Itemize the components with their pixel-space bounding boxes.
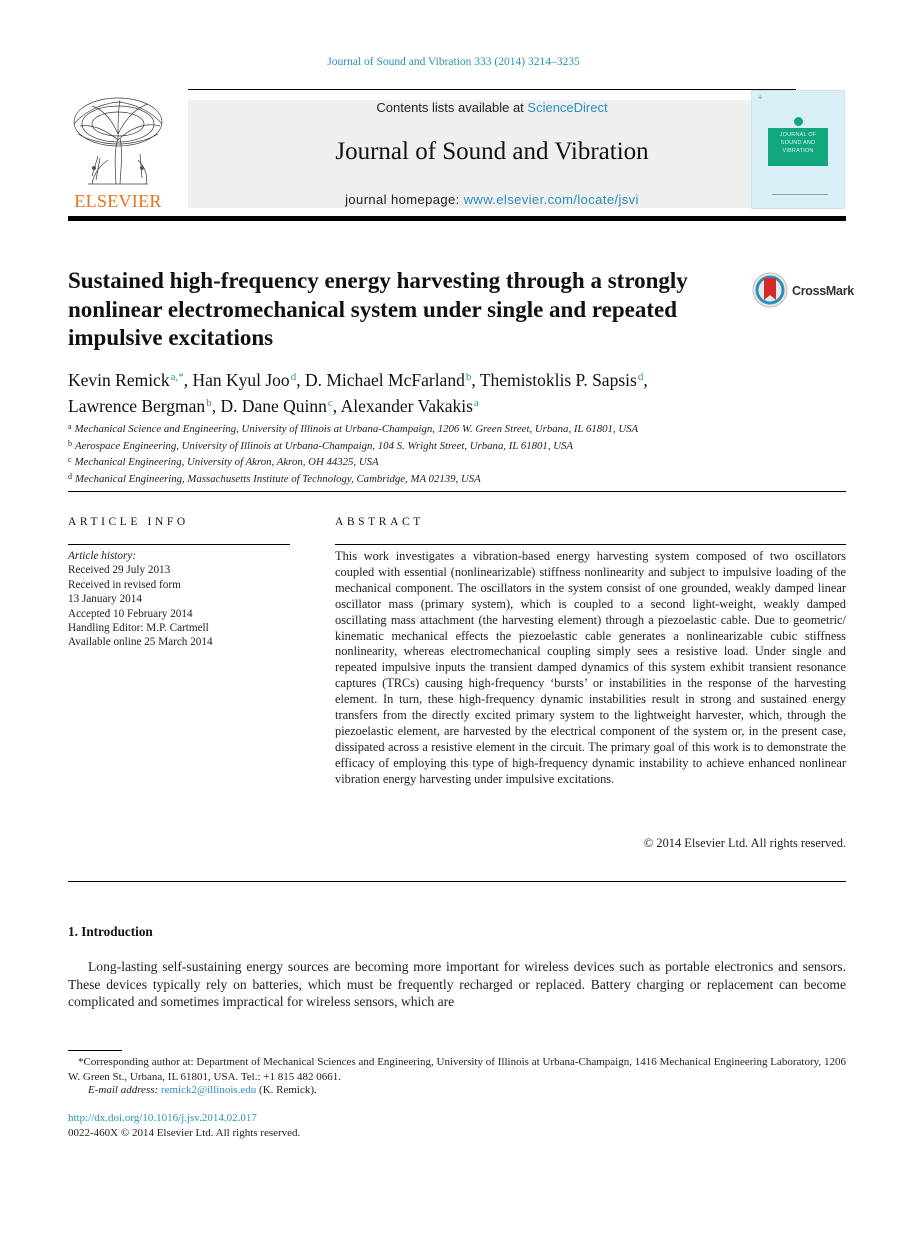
author-separator: , [296,370,305,390]
history-item: Received in revised form [68,578,181,591]
article-info-rule [68,544,290,545]
affiliation-item [68,470,848,487]
history-item: Received 29 July 2013 [68,564,171,577]
contents-line [188,100,796,115]
homepage-link[interactable]: www.elsevier.com/locate/jsvi [463,192,639,207]
affiliation-key: c [68,455,72,465]
elsevier-tree-icon [68,94,168,190]
journal-banner [188,100,796,208]
author-separator: , [332,396,341,416]
author-separator: , [471,370,480,390]
homepage-prefix: journal homepage: [345,192,464,207]
history-title: Article history: [68,550,137,562]
author-list [68,366,848,418]
author-separator: , [643,370,648,390]
author-name[interactable]: Themistoklis P. Sapsis [479,370,637,390]
affiliation-text: Mechanical Engineering, Massachusetts Institute of Technology, Cambridge, MA 02139, USA [75,472,481,485]
abstract-copyright: © 2014 Elsevier Ltd. All rights reserved. [643,836,846,850]
cover-footer-rule [772,194,828,200]
abstract-rule [335,544,846,545]
affiliation-key: d [68,471,72,481]
affiliation-item [68,437,848,454]
email-label: E-mail address: [88,1084,161,1096]
introduction-heading: 1. Introduction [68,924,153,939]
author-affil-marker[interactable]: b [206,397,212,409]
affiliation-list [68,420,848,486]
corresponding-author-footnote [68,1055,846,1084]
running-head[interactable]: Journal of Sound and Vibration 333 (2014) 3214–3235 [327,56,580,68]
homepage-line [188,192,796,207]
crossmark-icon [752,272,788,308]
sciencedirect-link[interactable]: ScienceDirect [527,100,608,115]
author-separator: , [211,396,221,416]
issn-line: 0022-460X © 2014 Elsevier Ltd. All rights reserved. [68,1127,301,1139]
author-name[interactable]: Lawrence Bergman [68,396,206,416]
affiliation-item [68,453,848,470]
article-info-heading: ARTICLE INFO [68,516,189,528]
elsevier-wordmark: ELSEVIER [74,191,162,211]
article-title: Sustained high-frequency energy harvesting through a strongly nonlinear electromechanical system under single and repeated impulsive excitations [68,268,688,350]
author-affil-marker[interactable]: c [327,397,333,409]
doi-link[interactable]: http://dx.doi.org/10.1016/j.jsv.2014.02.017 [68,1112,257,1124]
author-separator: , [183,370,193,390]
author-affil-marker[interactable]: a [473,397,479,409]
cover-title-line: VIBRATION [782,148,814,154]
email-suffix: (K. Remick). [256,1084,317,1096]
masthead [68,86,846,212]
introduction-text: Long-lasting self-sustaining energy sources are becoming more important for wireless devices such as portable electronics and sensors. These devices typically rely on batteries, which must be frequently recharged or replaced. Battery charging or replacement can become complicated and sometimes impractical for wireless sensors, which are [68,959,846,1010]
author-affil-marker[interactable]: b [465,371,472,383]
abstract-text: This work investigates a vibration-based energy harvesting system composed of two oscillators coupled with essential (nonlinearizable) stiffness nonlinearity and subject to impulsive loading of the mechanical component. The oscillators in the system consist of one grounded, weakly damped linear oscillator mass (primary system), which is coupled to a second light-weight, weakly damped oscillating mass attachment (the harvesting element) through a piezoelastic cable. Due to geometric/ kinematic mechanical effects the piezoelastic cable generates a nonlinearizable cubic stiffness nonlinearity, whereas electromechanical coupling simply sees a resistive load. Under single and repeated impulsive inputs the transient damped dynamics of this system exhibit transient resonance captures (TRCs) causing high-frequency ‘bursts’ or instabilities in the response of the harvesting element. In turn, these high-frequency dynamic instabilities result in strong and sustained energy transfers from the directly excited primary system to the lightweight harvester, which, through the piezoelastic element, are harvested by the electrical component of the system or, in the present case, dissipated across a resistive element in the circuit. The primary goal of this work is to demonstrate the efficacy of employing this type of high-frequency dynamic instability to achieve enhanced nonlinear vibration energy harvesting under impulsive excitations. [335,549,846,786]
cover-dot-icon [794,117,803,126]
history-item: Available online 25 March 2014 [68,636,213,649]
masthead-top-rule [188,89,796,90]
affiliation-key: b [68,438,72,448]
masthead-thick-rule [68,216,846,221]
affiliation-text: Aerospace Engineering, University of Illinois at Urbana-Champaign, 104 S. Wright Street, Urbana, IL 61801, USA [75,439,574,452]
history-item: Accepted 10 February 2014 [68,607,193,620]
footnote-text: Corresponding author at: Department of Mechanical Sciences and Engineering, University of Illinois at Urbana-Champaign, 1416 Mechanical Engineering Laboratory, 1206 W. Green St., Urbana, IL 61801, USA. Tel.: +1 815 482 0661. [68,1056,846,1083]
elsevier-logo[interactable] [68,94,168,212]
affiliation-text: Mechanical Science and Engineering, University of Illinois at Urbana-Champaign, 1206 W. Green Street, Urbana, IL 61801, USA [74,423,639,435]
author-name[interactable]: Alexander Vakakis [340,396,473,416]
affiliation-item [68,420,848,437]
abstract-bottom-rule [68,881,846,882]
contents-prefix: Contents lists available at [376,100,528,115]
footnote-star: * [78,1056,84,1068]
crossmark-badge[interactable] [752,272,852,308]
header-bottom-rule [68,491,846,492]
author-affil-marker[interactable]: a,* [170,371,184,383]
author-name[interactable]: D. Dane Quinn [220,396,327,416]
author-affil-marker[interactable]: d [290,371,297,383]
cover-title-line: SOUND AND [780,140,816,146]
journal-title: Journal of Sound and Vibration [335,138,649,165]
author-name[interactable]: Han Kyul Joo [192,370,290,390]
author-name[interactable]: D. Michael McFarland [304,370,465,390]
history-item: 13 January 2014 [68,593,142,606]
email-link[interactable]: remick2@illinois.edu [160,1084,257,1096]
journal-cover-thumbnail[interactable] [751,90,845,209]
affiliation-text: Mechanical Engineering, University of Akron, Akron, OH 44325, USA [74,456,379,469]
email-line [88,1084,317,1096]
cover-tiny-mark: ✢ [758,95,763,101]
history-item: Handling Editor: M.P. Cartmell [68,622,209,635]
article-history [68,549,290,650]
footnote-rule [68,1050,122,1051]
cover-title-line: JOURNAL OF [779,132,817,138]
author-name[interactable]: Kevin Remick [68,370,170,390]
cover-title [768,131,828,155]
affiliation-key: a [68,422,72,431]
crossmark-label: CrossMark [792,284,854,298]
abstract-heading: ABSTRACT [335,516,424,528]
author-affil-marker[interactable]: d [637,371,644,383]
